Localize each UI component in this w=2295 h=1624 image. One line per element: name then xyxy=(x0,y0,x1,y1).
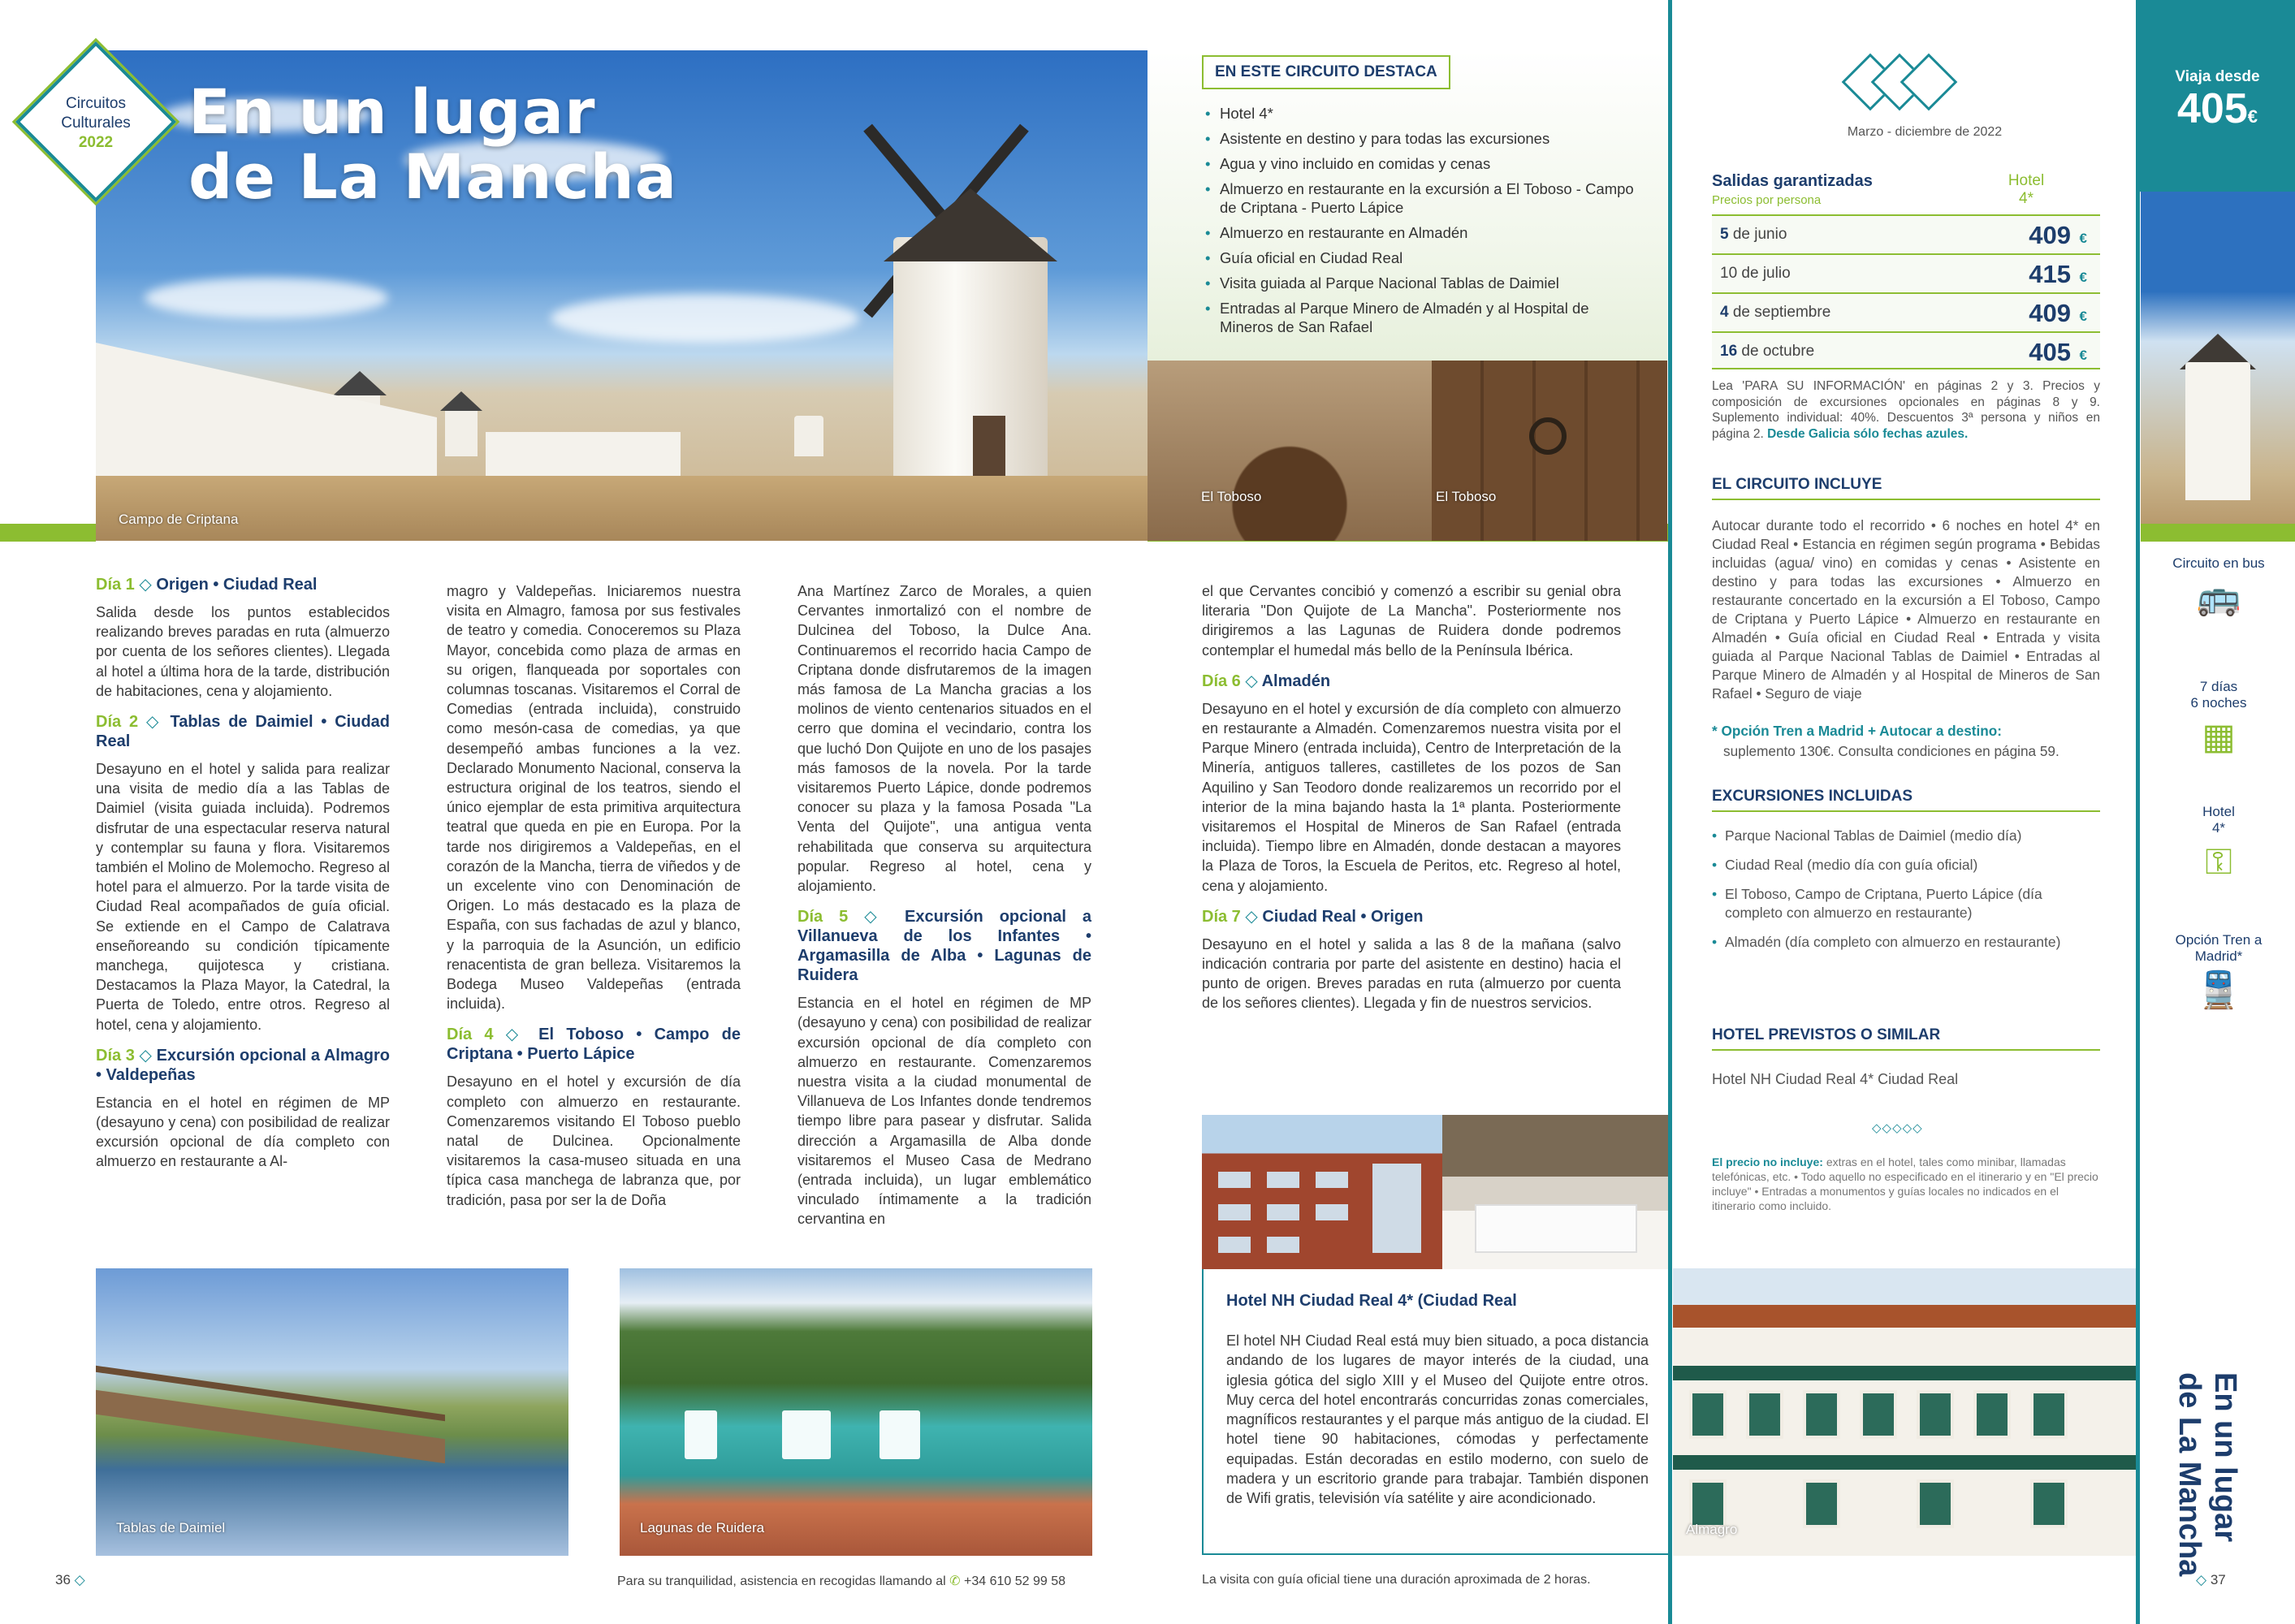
day-heading: Día 3 ◇ Excursión opcional a Almagro • Valdepeñas xyxy=(96,1046,390,1084)
photo-caption: Lagunas de Ruidera xyxy=(640,1520,765,1535)
vertical-title: En un lugar de La Mancha xyxy=(2172,1372,2242,1577)
green-strip xyxy=(2141,524,2295,542)
price-row: 5 de junio 409 € xyxy=(1712,214,2100,253)
day-text: Desayuno en el hotel y excursión de día completo con almuerzo en restaurante. Comenzaremos visitando El Toboso pueblo natal de Dulcinea. Opcionalmente visitaremos la casa-museo situada en una típica casa manchega de labranza que, por tradición, pasa por ser la de Doña xyxy=(447,1073,741,1208)
hotel-card-title: Hotel NH Ciudad Real 4* (Ciudad Real xyxy=(1226,1292,1517,1310)
day-text: Desayuno en el hotel y salida a las 8 de la mañana (salvo indicación contraria por parte del asistente en destino) hacia el punto de origen. Breves paradas en ruta (almuerzo por cuenta de los señores clientes). Llegada y fin de nuestros servicios. xyxy=(1202,935,1621,1012)
day-heading: Día 2 ◇ Tablas de Daimiel • Ciudad Real xyxy=(96,713,390,751)
list-item: • Visita guiada al Parque Nacional Tablas de Daimiel xyxy=(1205,274,1644,292)
hotel-card-text: El hotel NH Ciudad Real está muy bien situado, a poca distancia andando de los lugares de mayor interés de la ciudad, una iglesia gótica del siglo XIII y el Museo del Quijote entre otros. Muy cerca del hotel encontrarás concurridas zonas comerciales, magníficos restaurantes y el parque más antiguo de la ciudad. El hotel tiene 90 habitaciones, cómodas y perfectamente equipadas. Están decoradas en estilo moderno, con suelo de madera y un escritorio grande para trabajar. También disponen de Wifi gratis, televisión vía satélite y aire acondicionado. xyxy=(1226,1332,1649,1507)
day-text: Estancia en el hotel en régimen de MP (desayuno y cena) con posibilidad de realizar excursión opcional de día completo con almuerzo en restaurante a Al- xyxy=(96,1094,390,1170)
hotel-name: Hotel NH Ciudad Real 4* Ciudad Real xyxy=(1712,1071,1959,1087)
highlights-list xyxy=(1205,104,1644,343)
photo-tablas-de-daimiel xyxy=(96,1268,568,1556)
diamonds-logo-icon xyxy=(1843,54,1957,110)
green-strip xyxy=(0,524,96,542)
list-item: • Entradas al Parque Minero de Almadén y al Hospital de Mineros de San Rafael xyxy=(1205,299,1644,336)
calendar-icon: ▦ xyxy=(2202,717,2236,757)
list-item: • Parque Nacional Tablas de Daimiel (medio día) xyxy=(1712,827,2100,845)
section-title: HOTEL PREVISTOS O SIMILAR xyxy=(1712,1026,2100,1051)
itinerary-column-3 xyxy=(797,581,1091,1237)
day-heading: Día 4 ◇ El Toboso • Campo de Criptana • Puerto Lápice xyxy=(447,1026,741,1064)
photo-caption: Almagro xyxy=(1686,1522,1738,1537)
day-text: Estancia en el hotel en régimen de MP (desayuno y cena) con posibilidad de realizar excursión opcional de día completo con almuerzo en restaurante. Comenzaremos nuestra visita a la ciudad monumental de Villanueva de Los Infantes donde tendremos tiempo libre para pasear y disfrutar. Salida dirección a Argamasilla de Alba donde visitaremos el Museo Casa de Medrano (entrada incluida), un lugar emblemático vinculado íntimamente a la tradición cervantina en xyxy=(797,995,1091,1228)
highlights-title: EN ESTE CIRCUITO DESTACA xyxy=(1202,55,1450,89)
day-text: Desayuno en el hotel y salida para realizar una visita de medio día a las Tablas de Daimiel (visita guiada incluida). Podremos disfrutar de una espectacular reserva natural y contemplar su fauna y flora. Visitaremos también el Molino de Molemocho. Regreso al hotel para el almuerzo. Por la tarde visita de Ciudad Real acompañados de guía oficial. Se extiende en el Campo de Calatrava enseñoreando su condición típicamente manchega, quijotesca y cristiana. Destacamos la Plaza Mayor, la Catedral, la Puerta de Toledo, entre otros. Regreso al hotel, cena y alojamiento. xyxy=(96,761,390,1033)
price-row: 10 de julio 415 € xyxy=(1712,253,2100,292)
hotel-column-header: Hotel 4* xyxy=(2008,172,2045,207)
divider-line xyxy=(1668,0,1672,1624)
phone-icon: ✆ xyxy=(949,1574,961,1588)
price-note: Lea 'PARA SU INFORMACIÓN' en páginas 2 y 3. Precios y composición de excursiones opcionales en páginas 8 y 9. Suplemento individual: 40%. Descuentos 3ª persona y niños en página 2. Desde Galicia sólo fechas azules. xyxy=(1712,379,2100,441)
train-icon: 🚆 xyxy=(2196,970,2241,1010)
photo-almagro xyxy=(1673,1268,2136,1556)
list-item: • Almadén (día completo con almuerzo en restaurante) xyxy=(1712,933,2100,952)
day-heading: Día 7 ◇ Ciudad Real • Origen xyxy=(1202,907,1424,926)
list-item: • El Toboso, Campo de Criptana, Puerto Lápice (día completo con almuerzo en restaurante) xyxy=(1712,885,2100,922)
photo-hotel-room xyxy=(1442,1115,1670,1269)
includes-text: Autocar durante todo el recorrido • 6 noches en hotel 4* en Ciudad Real • Estancia en régimen según programa • Bebidas incluidas (agua/ vino) en comidas y cenas • Asistente en destino y para todas las excursiones • Almuerzo en restaurante concertado en la excursión a El Toboso, Campo de Criptana y Puerto Lápice • Almuerzo en restaurante en Almadén • Guía oficial en Ciudad Real • Entrada y visita guiada al Parque Nacional Tablas de Daimiel • Entradas al Parque Minero de Almadén y al Hospital de Mineros de San Rafael • Seguro de viaje xyxy=(1712,517,2100,702)
price-row: 4 de septiembre 409 € xyxy=(1712,292,2100,330)
itinerary-column-4 xyxy=(1202,581,1621,1021)
hero-caption: Campo de Criptana xyxy=(119,512,239,527)
knocker-icon xyxy=(1529,417,1567,455)
divider-line xyxy=(2136,0,2140,1624)
list-item: • Ciudad Real (medio día con guía oficial) xyxy=(1712,856,2100,875)
page-title: En un lugar de La Mancha xyxy=(188,76,678,213)
list-item: • Almuerzo en restaurante en Almadén xyxy=(1205,223,1644,242)
photo-caption: El Toboso xyxy=(1201,489,1262,504)
key-icon: ⚿ xyxy=(2205,842,2232,882)
day-text: Ana Martínez Zarco de Morales, a quien Cervantes inmortalizó con el nombre de Dulcinea del Toboso, la Dulce Ana. Continuaremos el recorrido hacia Campo de Criptana donde disfrutaremos de la imagen más famosa de La Mancha gracias a los molinos de viento centenarios situados en el cerro que domina el vecindario, contra los que luchó Don Quijote en uno de los pasajes más famosos de la novela. Por la tarde visitaremos Puerto Lápice, donde podremos conocer su plaza y la famosa Posada "La Venta del Quijote", una antigua venta rehabilitada que conserva su arquitectura popular. Regreso al hotel, cena y alojamiento. xyxy=(797,583,1091,895)
feature-train: Opción Tren a Madrid* 🚆 xyxy=(2150,932,2287,1012)
day-heading: Día 6 ◇ Almadén xyxy=(1202,672,1331,690)
itinerary-column-1 xyxy=(96,575,390,1180)
list-item: • Almuerzo en restaurante en la excursión a El Toboso - Campo de Criptana - Puerto Lápice xyxy=(1205,179,1644,217)
page-number-right: ◇ 37 xyxy=(2196,1572,2226,1587)
ornament-icon: ◇◇◇◇◇ xyxy=(1872,1121,1923,1135)
price-row: 16 de octubre 405 € xyxy=(1712,331,2100,369)
bus-icon: 🚌 xyxy=(2196,577,2241,617)
day-heading: Día 5 ◇ Excursión opcional a Villanueva de los Infantes • Argamasilla de Alba • Lagunas de Ruidera xyxy=(797,908,1092,985)
list-item: • Hotel 4* xyxy=(1205,104,1644,123)
feature-bus: Circuito en bus 🚌 xyxy=(2150,555,2287,619)
guide-note: La visita con guía oficial tiene una duración aproximada de 2 horas. xyxy=(1202,1573,1591,1587)
list-item: • Asistente en destino y para todas las excursiones xyxy=(1205,129,1644,148)
excursions-list xyxy=(1712,827,2100,962)
day-text: Desayuno en el hotel y excursión de día completo con almuerzo en restaurante a Almadén. Comenzaremos nuestra visita por el Parque Minero (entrada incluida), Centro de Interpretación de la Minería, antiguos talleres, castilletes de los pozos de San Aquilino y San Teodoro donde realizaremos un recorrido por el interior de la mina bajando hasta la 1ª planta. Posteriormente visitaremos el Hospital de Mineros de San Rafael (entrada incluida). Tiempo libre en Almadén, donde destacan a mayores la Plaza de Toros, la Escuela de Peritos, etc. Regreso al hotel, cena y alojamiento. xyxy=(1202,700,1621,894)
photo-toboso-door xyxy=(1432,361,1667,541)
feature-duration: 7 días 6 noches ▦ xyxy=(2150,679,2287,758)
price-excludes: El precio no incluye: extras en el hotel, tales como minibar, llamadas telefónicas, etc. • Todo aquello no especificado en el itinerario y en "El precio incluye" • Entradas a monumentos y guías locales no indicados en el itinerario como incluido. xyxy=(1712,1155,2098,1212)
photo-caption: Tablas de Daimiel xyxy=(116,1520,226,1535)
list-item: • Agua y vino incluido en comidas y cenas xyxy=(1205,154,1644,173)
day-text: Salida desde los puntos establecidos realizando breves paradas en ruta (almuerzo por cuenta de los señores clientes). Llegada al hotel a última hora de la tarde, distribución de habitaciones, cena y alojamiento. xyxy=(96,604,390,699)
price-from-box: Viaja desde 405€ xyxy=(2140,0,2295,192)
itinerary-column-2 xyxy=(447,581,741,1218)
hotel-card xyxy=(1202,1269,1670,1555)
badge-label: Circuitos Culturales 2022 xyxy=(61,95,131,151)
side-photo-windmill xyxy=(2141,192,2295,525)
photo-toboso-arch xyxy=(1148,361,1432,541)
day-text: el que Cervantes concibió y comenzó a escribir su genial obra literaria "Don Quijote de La Mancha". Posteriormente nos dirigiremos a las Lagunas de Ruidera donde podremos contemplar el humedal más bello de la Península Ibérica. xyxy=(1202,583,1621,659)
section-title: EXCURSIONES INCLUIDAS xyxy=(1712,788,2100,812)
list-item: • Guía oficial en Ciudad Real xyxy=(1205,248,1644,267)
photo-caption: El Toboso xyxy=(1436,489,1497,504)
train-option: * Opción Tren a Madrid + Autocar a destino: suplemento 130€. Consulta condiciones en página 59. xyxy=(1712,723,2059,759)
day-text: magro y Valdepeñas. Iniciaremos nuestra visita en Almagro, famosa por sus festivales de teatro y comedia. Conoceremos su Plaza Mayor, concebida como plaza de armas en su origen, flanqueada por soportales con columnas toscanas. Visitaremos el Corral de Comedias (entrada incluida), construido como mesón-casa de comedias, ya que desempeñó ambas funciones a la vez. Declarado Monumento Nacional, conserva la estructura original de los teatros, siendo el único ejemplar de esta primitiva arquitectura teatral que queda en pie en Europa. Por la tarde nos dirigiremos a Valdepeñas, en el corazón de la Mancha, tierra de viñedos y de un excelente vino con Denominación de Origen. Lo más destacado es la plaza de España, con sus fachadas de azul y blanco, y la parroquia de la Asunción, un edificio renacentista de gran belleza. Visitaremos la Bodega Museo Valdepeñas (entrada incluida). xyxy=(447,583,741,1013)
section-title: EL CIRCUITO INCLUYE xyxy=(1712,476,2100,500)
page-number-left: 36 ◇ xyxy=(55,1572,85,1587)
phone-note: Para su tranquilidad, asistencia en recogidas llamando al ✆ +34 610 52 99 58 xyxy=(617,1574,1066,1588)
photo-hotel-exterior xyxy=(1202,1115,1442,1269)
departures-subtitle: Precios por persona xyxy=(1712,193,1822,207)
departures-title: Salidas garantizadas xyxy=(1712,172,1873,190)
day-heading: Día 1 ◇ Origen • Ciudad Real xyxy=(96,576,318,594)
photo-lagunas-de-ruidera xyxy=(620,1268,1092,1556)
feature-hotel: Hotel 4* ⚿ xyxy=(2150,804,2287,883)
season-dates: Marzo - diciembre de 2022 xyxy=(1847,125,2003,139)
